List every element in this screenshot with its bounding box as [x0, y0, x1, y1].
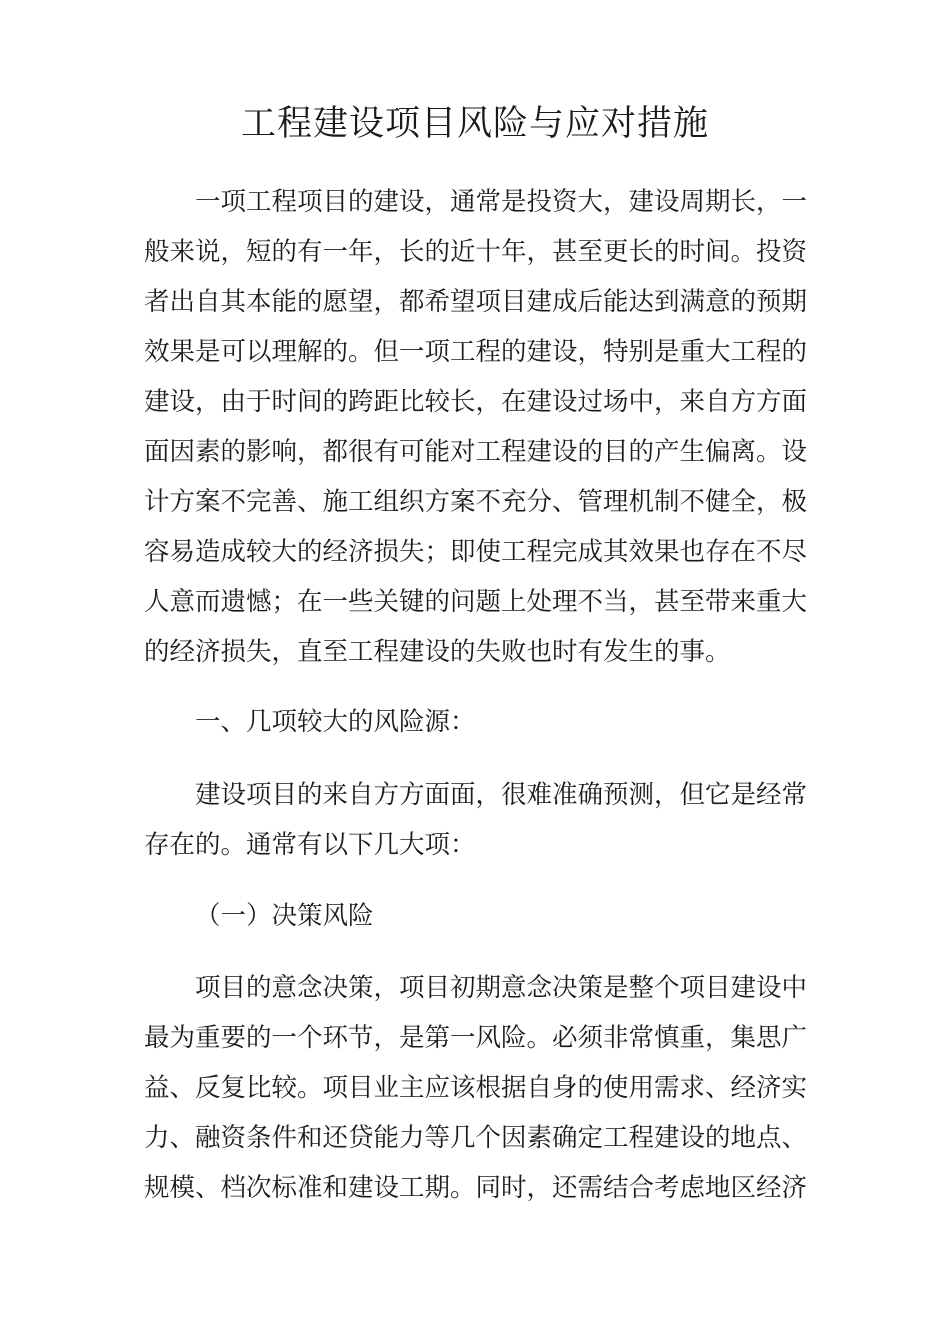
intro-line: 的经济损失，直至工程建设的失败也时有发生的事。 — [144, 637, 731, 667]
subsection-heading: （一）决策风险 — [195, 901, 374, 931]
intro-line: 般来说，短的有一年，长的近十年，甚至更长的时间。投资 — [144, 237, 808, 267]
intro-line: 一项工程项目的建设，通常是投资大，建设周期长，一 — [195, 187, 808, 217]
intro-line: 效果是可以理解的。但一项工程的建设，特别是重大工程的 — [144, 337, 808, 367]
intro-line: 建设，由于时间的跨距比较长，在建设过场中，来自方方面 — [144, 387, 808, 417]
section-heading-block — [144, 697, 816, 747]
intro-paragraph — [144, 177, 816, 677]
subsection-heading-block — [144, 891, 816, 941]
subsection-line: 项目的意念决策，项目初期意念决策是整个项目建设中 — [195, 973, 808, 1003]
intro-line: 面因素的影响，都很有可能对工程建设的目的产生偏离。设 — [144, 437, 808, 467]
subsection-line: 最为重要的一个环节，是第一风险。必须非常慎重，集思广 — [144, 1023, 808, 1053]
intro-line: 者出自其本能的愿望，都希望项目建成后能达到满意的预期 — [144, 287, 808, 317]
subsection-paragraph — [144, 963, 816, 1213]
subsection-line: 力、融资条件和还贷能力等几个因素确定工程建设的地点、 — [144, 1123, 808, 1153]
section-heading: 一、几项较大的风险源： — [195, 707, 476, 737]
intro-line: 计方案不完善、施工组织方案不充分、管理机制不健全，极 — [144, 487, 808, 517]
subsection-line: 益、反复比较。项目业主应该根据自身的使用需求、经济实 — [144, 1073, 808, 1103]
section-line: 存在的。通常有以下几大项： — [144, 830, 476, 860]
intro-line: 容易造成较大的经济损失；即使工程完成其效果也存在不尽 — [144, 537, 808, 567]
document-title: 工程建设项目风险与应对措施 — [240, 104, 709, 144]
intro-line: 人意而遗憾；在一些关键的问题上处理不当，甚至带来重大 — [144, 587, 808, 617]
section-line: 建设项目的来自方方面面，很难准确预测，但它是经常 — [195, 780, 808, 810]
subsection-line: 规模、档次标准和建设工期。同时，还需结合考虑地区经济 — [144, 1173, 808, 1203]
section-paragraph — [144, 770, 816, 870]
